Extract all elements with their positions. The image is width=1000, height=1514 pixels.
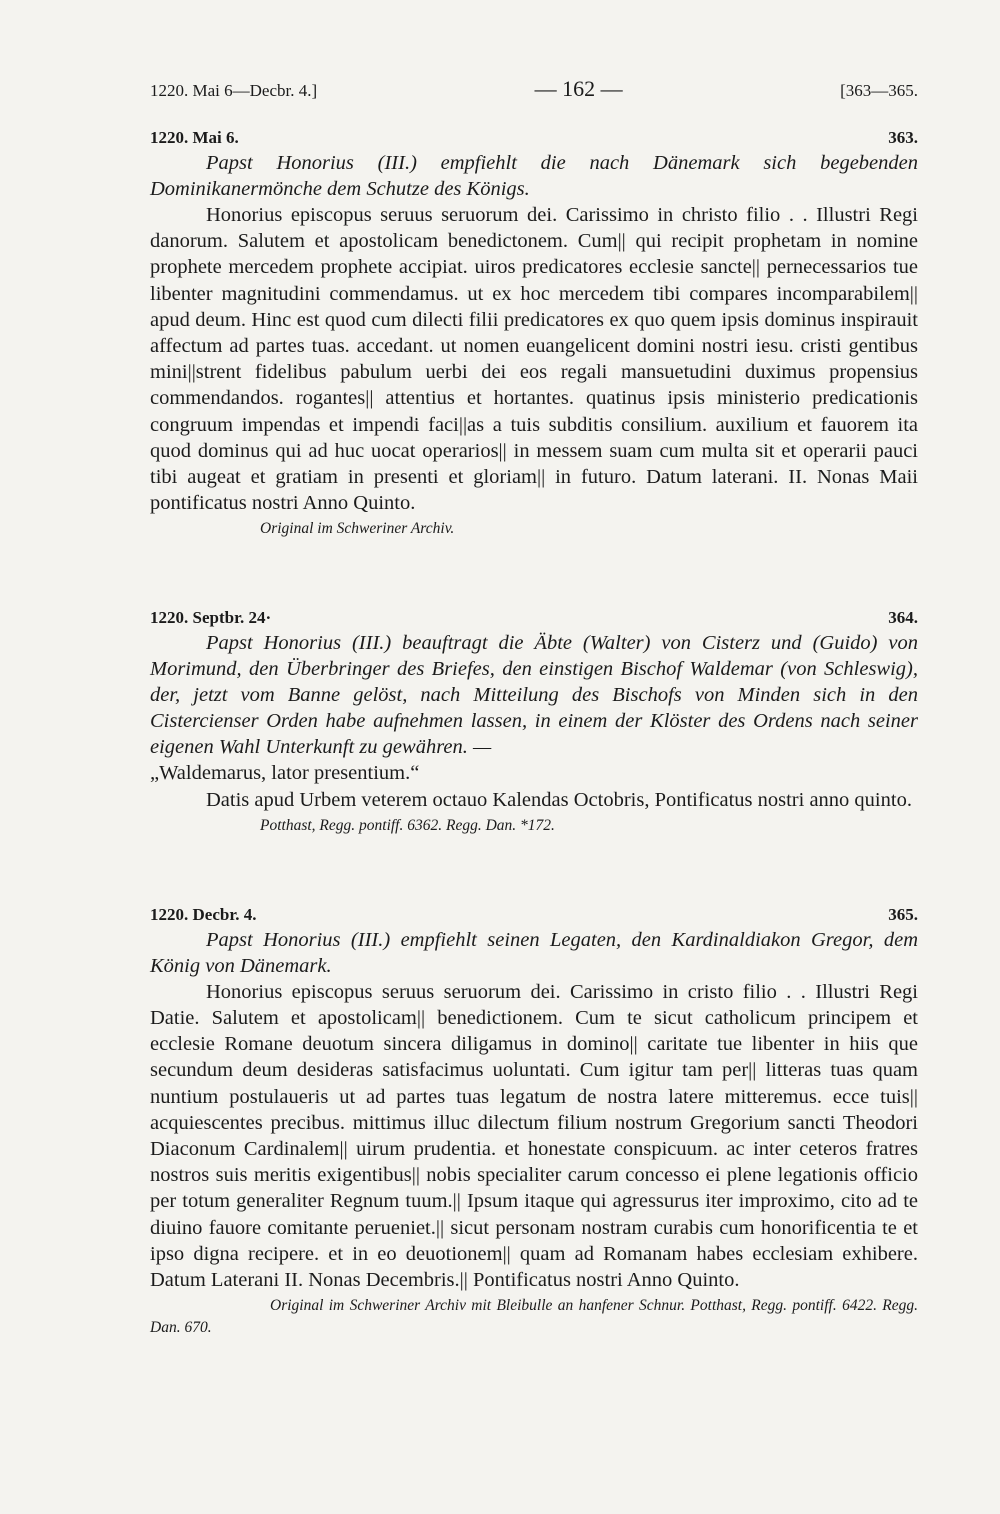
running-head-right: [363—365. bbox=[840, 81, 918, 100]
running-head-left: 1220. Mai 6—Decbr. 4.] bbox=[150, 81, 318, 100]
entry-number: 365. bbox=[888, 904, 918, 924]
entry-header bbox=[150, 903, 918, 927]
entry-date: 1220. Decbr. 4. bbox=[150, 904, 257, 924]
entry-source: Original im Schweriner Archiv. bbox=[260, 520, 455, 538]
entry-summary: Papst Honorius (III.) empfiehlt seinen Legaten, den Kardinaldiakon Gregor, dem König von Dänemark. bbox=[150, 928, 918, 977]
entry-source: Original im Schweriner Archiv mit Bleibulle an hanfener Schnur. Potthast, Regg. pontiff. 6422. Regg. Dan. 670. bbox=[150, 1297, 918, 1337]
entry-summary: Papst Honorius (III.) beauftragt die Äbte (Walter) von Cisterz und (Guido) von Morimund, den Überbringer des Briefes, den einstigen Bischof Waldemar (von Schleswig), der, jetzt vom Banne gelöst, nach Mitteilung des Bischofs von Minden sich in den Cistercienser Orden habe aufnehmen lassen, in einem der Klöster des Ordens nach seiner eigenen Wahl Unterkunft zu gewähren. — bbox=[150, 632, 918, 759]
entry-body: Datis apud Urbem veterem octauo Kalendas Octobris, Pontificatus nostri anno quinto. bbox=[206, 788, 912, 811]
entry-date: 1220. Septbr. 24· bbox=[150, 608, 272, 628]
entry-363 bbox=[150, 126, 918, 540]
entry-header bbox=[150, 126, 918, 150]
entry-365 bbox=[150, 903, 918, 1339]
entry-source: Potthast, Regg. pontiff. 6362. Regg. Dan. *172. bbox=[260, 816, 555, 834]
running-head bbox=[150, 76, 918, 106]
entry-summary: Papst Honorius (III.) empfiehlt die nach Dänemark sich begebenden Dominikanermönche dem Schutze des Königs. bbox=[150, 152, 918, 200]
entry-date: 1220. Mai 6. bbox=[150, 128, 239, 147]
entry-quote: „Waldemarus, lator presentium.“ bbox=[150, 762, 420, 785]
entry-body: Honorius episcopus seruus seruorum dei. Carissimo in christo filio . . Illustri Regi danorum. Salutem et apostolicam benedictonem. Cum|| qui recipit prophetam in nomine prophete mercedem prophete accipiat. uiros predicatores ecclesie sancte|| pernecessarios tue libenter magnitudini commendamus. ut ex hoc mercedem tibi compares incomparabilem|| apud deum. Hinc est quod cum dilecti filii predicatores ex quo quem ipsis dominus inspirauit affectum ad partes tuas. accedant. ut nomen euangelicent domini nostri iesu. cristi gentibus mini||strent fidelibus pabulum uerbi dei eos regali mansuetudini duximus propensius commendandos. rogantes|| attentius et hortantes. quatinus ipsis ministerio predicationis congruum impendas et impendi faci||as a tuis subditis consilium. auxilium et fauorem ita quod dominus qui ad huc uocat operarios|| in messem suam cum multa sit et operarii pauci tibi augeat et gratiam in presenti et gloriam|| in futuro. Datum laterani. II. Nonas Maii pontificatus nostri Anno Quinto. bbox=[150, 204, 918, 515]
entry-body: Honorius episcopus seruus seruorum dei. Carissimo in cristo filio . . Illustri Regi Datie. Salutem et apostolicam|| benedictionem. Cum te sicut catholicum principem et ecclesie Romane deuotum sincera diligamus in domino|| caritate tue libenter in hiis que secundum deum desideras satisfacimus uoluntati. Cum igitur tam per|| litteras tuas quam nuntium postulaueris ut ad partes tuas legatum de nostra latere mitteremus. ecce tuis|| acquiescentes precibus. mittimus illuc dilectum filium nostrum Gregorium sancti Theodori Diaconum Cardinalem|| uirum prudentia. et honestate conspicuum. ac inter ceteros fratres nostros suis meritis exigentibus|| nobis specialiter carum concesso ei plene legationis officio per totum generaliter Regnum tuum.|| Ipsum itaque qui agressurus iter improximo, cito ad te diuino fauore comitante perueniet.|| sicut personam nostram curabis cum honorificentia te et ipso digna recipere. et in eo deuotionem|| quam ad Romanam habes ecclesiam exhibere. Datum Laterani II. Nonas Decembris.|| Pontificatus nostri Anno Quinto. bbox=[150, 980, 918, 1292]
entry-number: 363. bbox=[888, 128, 918, 147]
entry-number: 364. bbox=[888, 608, 918, 628]
entry-364 bbox=[150, 606, 918, 836]
entry-header bbox=[150, 606, 918, 630]
page-number: — 162 — bbox=[534, 76, 623, 101]
document-page bbox=[150, 76, 918, 1339]
